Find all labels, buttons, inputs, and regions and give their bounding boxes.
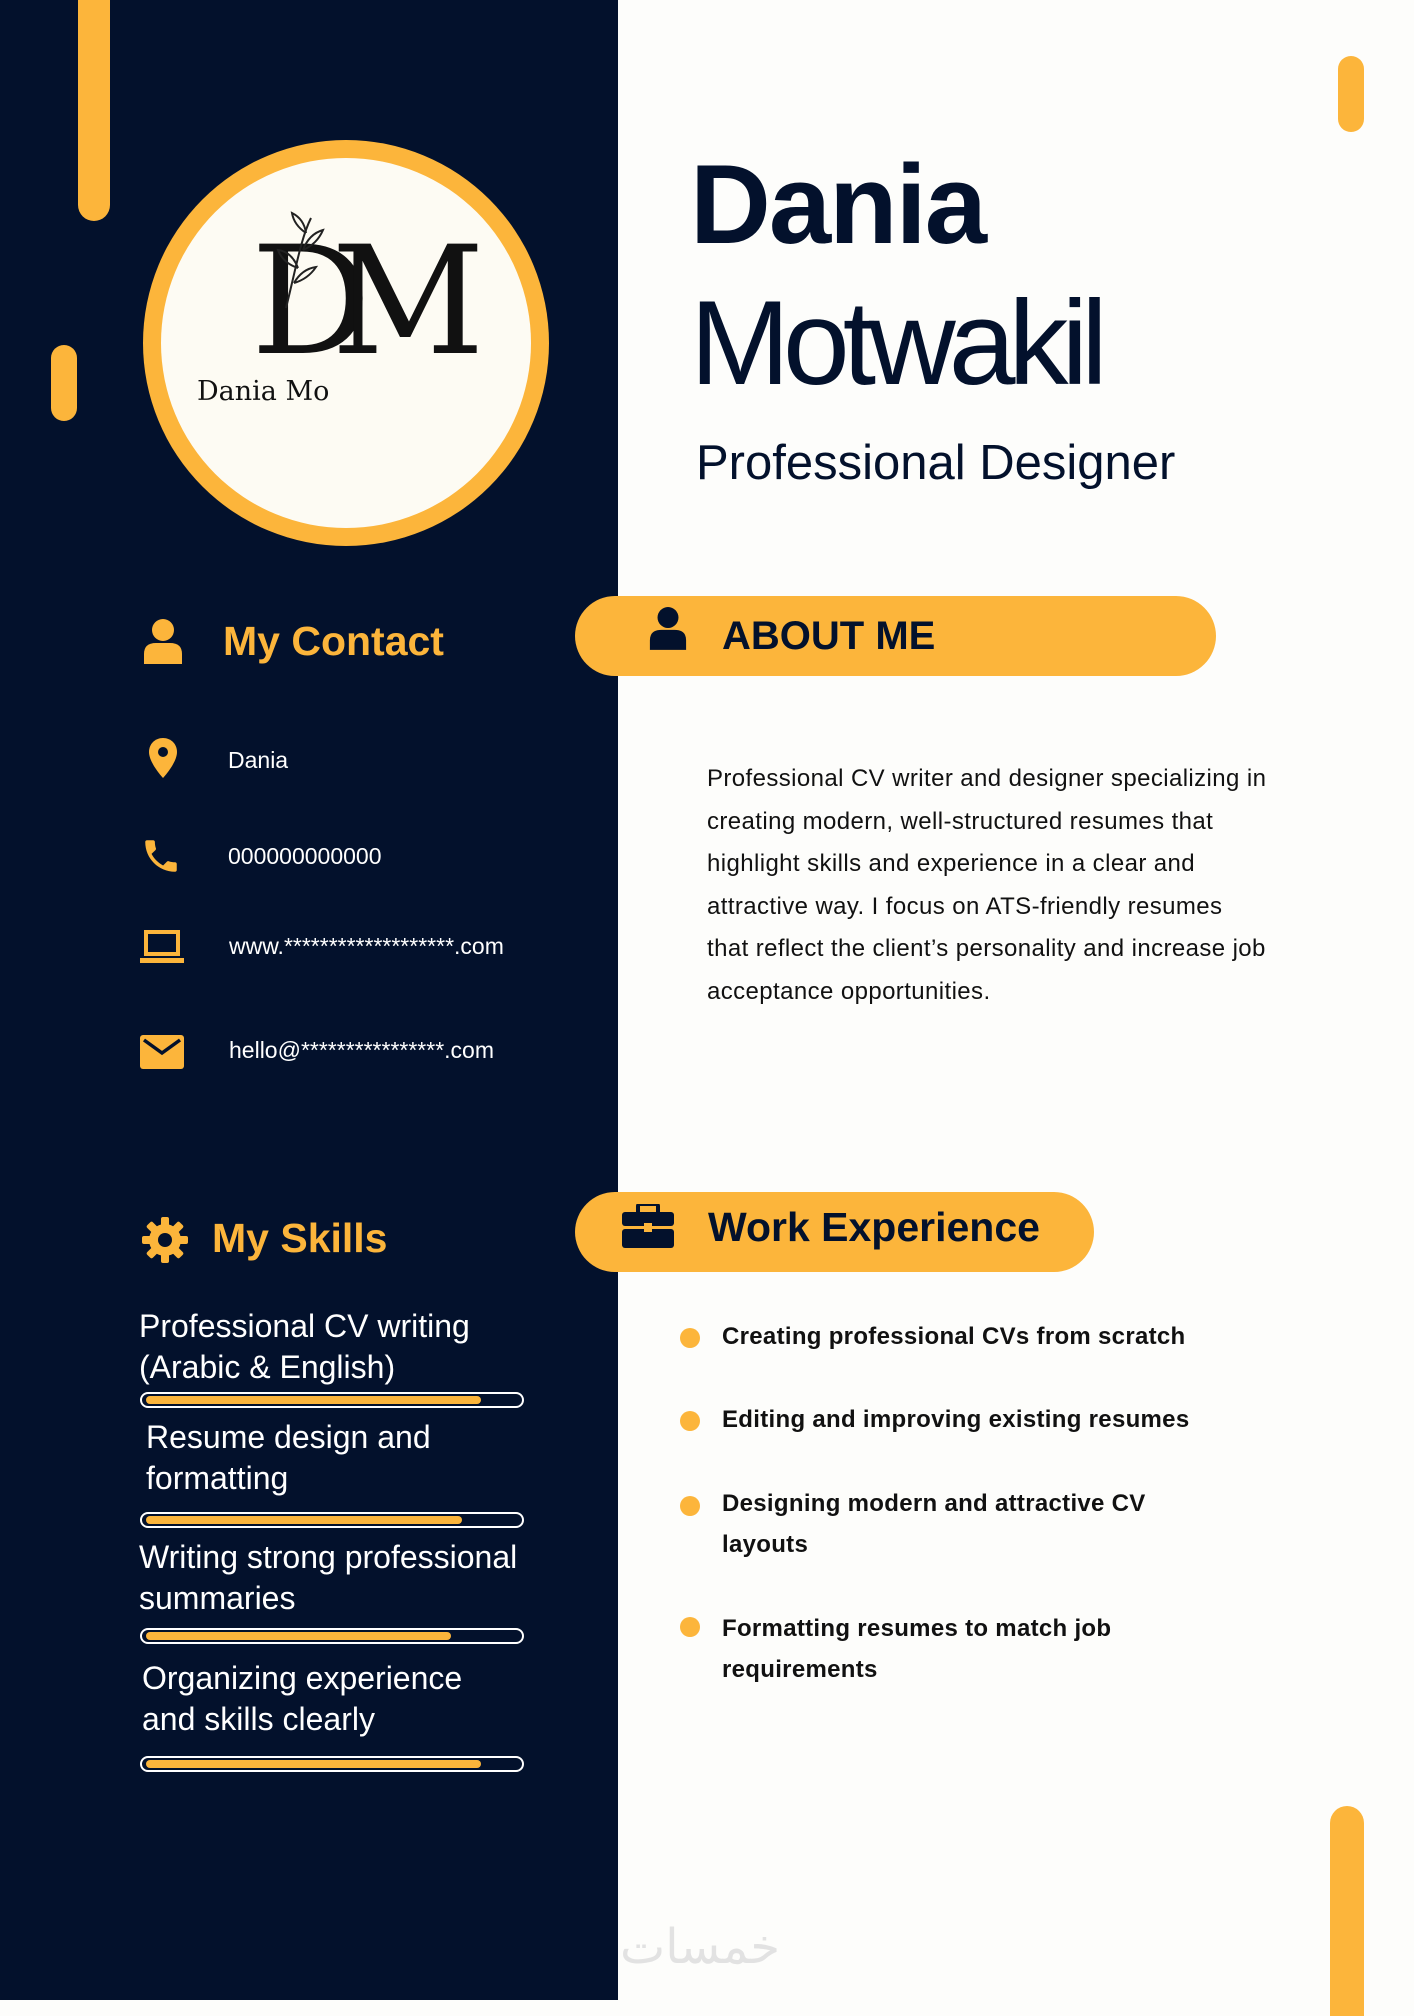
contact-heading: My Contact — [223, 618, 444, 664]
monogram-logo — [161, 158, 531, 528]
contact-website[interactable]: www.*******************.com — [229, 933, 504, 959]
gear-icon — [141, 1216, 189, 1264]
last-name: Motwakil — [690, 276, 1101, 410]
briefcase-icon — [622, 1204, 674, 1248]
bullet — [680, 1411, 700, 1431]
laptop-icon — [140, 930, 184, 964]
skill-bar-fill — [146, 1396, 481, 1404]
about-heading: ABOUT ME — [722, 614, 936, 658]
decor-pill-top-right — [1338, 56, 1364, 132]
bullet — [680, 1617, 700, 1637]
skill-bar — [140, 1392, 524, 1408]
skill-label: Professional CV writing (Arabic & English) — [139, 1308, 470, 1385]
monogram-letter-d: DM — [251, 215, 445, 389]
skill-label: Organizing experience and skills clearly — [142, 1660, 463, 1737]
skill-label: Writing strong professional summaries — [139, 1539, 518, 1616]
skill-bar — [140, 1628, 524, 1644]
work-item: Formatting resumes to match job requirements — [722, 1615, 1112, 1683]
job-title: Professional Designer — [696, 436, 1176, 490]
skill-bar — [140, 1756, 524, 1772]
work-item: Creating professional CVs from scratch — [722, 1323, 1186, 1350]
work-heading: Work Experience — [708, 1204, 1040, 1250]
skill-bar-fill — [146, 1760, 481, 1768]
person-icon-about — [648, 605, 688, 651]
bullet — [680, 1328, 700, 1348]
contact-phone[interactable]: 000000000000 — [228, 843, 382, 869]
decor-pill-top-left — [78, 0, 110, 221]
first-name: Dania — [690, 142, 985, 267]
work-item: Designing modern and attractive CV layouts — [722, 1490, 1146, 1558]
location-pin-icon — [148, 737, 178, 779]
skill-bar-fill — [146, 1632, 451, 1640]
skill-bar — [140, 1512, 524, 1528]
contact-location: Dania — [228, 747, 289, 773]
decor-pill-bottom-right — [1330, 1806, 1364, 2016]
mail-icon — [140, 1035, 184, 1069]
person-icon — [142, 618, 184, 664]
contact-email[interactable]: hello@****************.com — [229, 1037, 494, 1063]
work-item: Editing and improving existing resumes — [722, 1406, 1190, 1433]
phone-icon — [140, 835, 182, 877]
decor-pill-left — [51, 345, 77, 421]
skill-bar-fill — [146, 1516, 462, 1524]
skills-heading: My Skills — [212, 1215, 388, 1261]
bullet — [680, 1496, 700, 1516]
logo-text: Dania Mo — [197, 376, 330, 407]
about-text: Professional CV writer and designer specializing in creating modern, well-structured resumes that highlight skills and experience in a clear and attractive way. I focus on ATS-friendly resumes that reflect the client’s personality and increase job acceptance opportunities. — [707, 765, 1267, 1005]
watermark: خمسات — [620, 1919, 781, 1975]
skill-label: Resume design and formatting — [146, 1419, 431, 1496]
